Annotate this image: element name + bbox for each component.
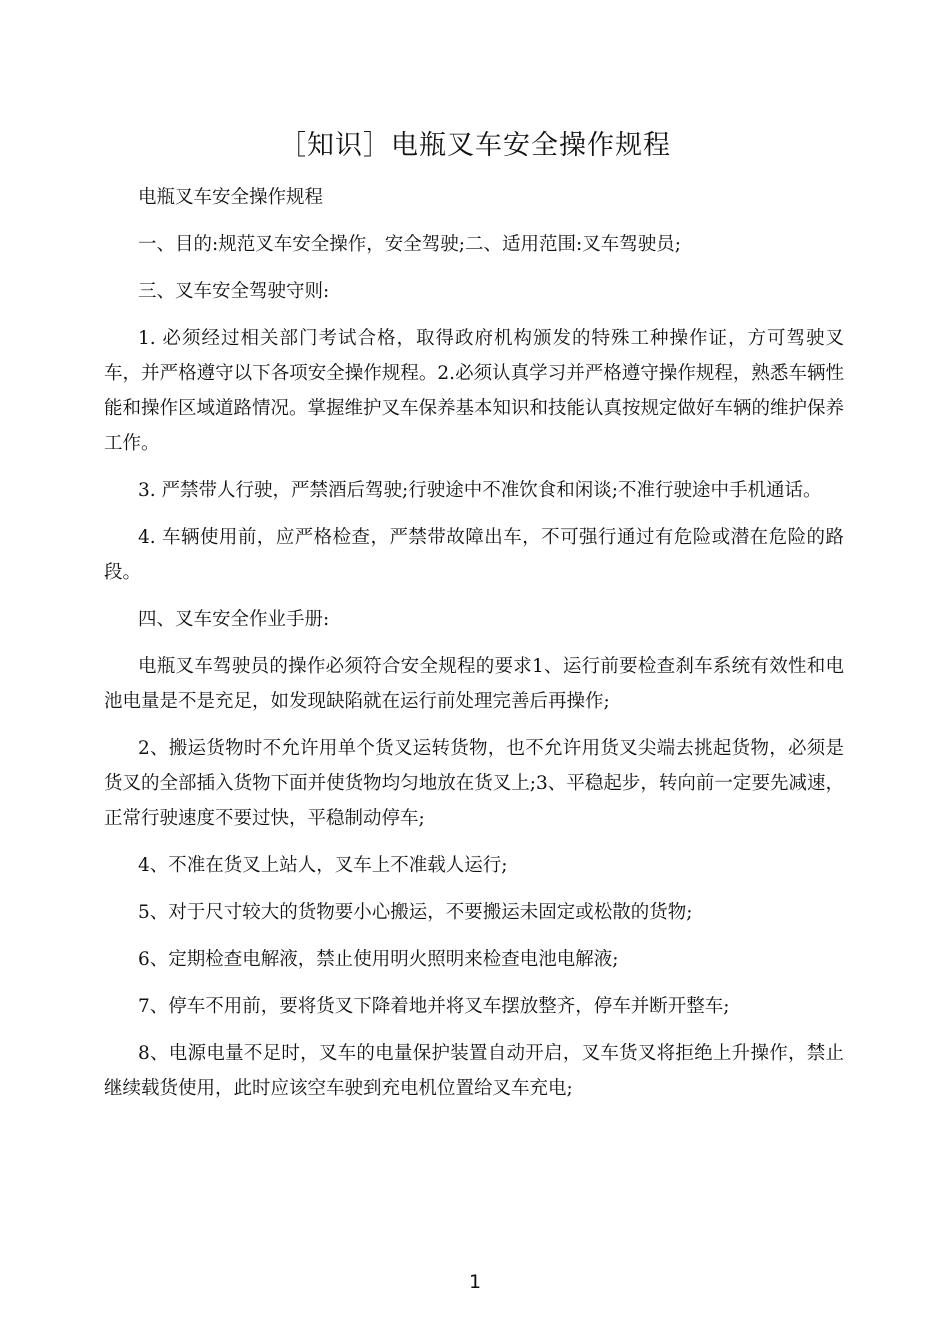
document-body — [104, 180, 844, 1118]
paragraph-rule-1-2: 1. 必须经过相关部门考试合格，取得政府机构颁发的特殊工种操作证，方可驾驶叉车，并严格遵守以下各项安全操作规程。2.必须认真学习并严格遵守操作规程，熟悉车辆性能和操作区域道路情况。掌握维护叉车保养基本知识和技能认真按规定做好车辆的维护保养工作。 — [104, 328, 845, 454]
paragraph-section-four-heading: 四、叉车安全作业手册: — [138, 609, 330, 630]
paragraph-manual-item-7: 7、停车不用前，要将货叉下降着地并将叉车摆放整齐，停车并断开整车; — [138, 996, 730, 1017]
paragraph-manual-item-5: 5、对于尺寸较大的货物要小心搬运，不要搬运未固定或松散的货物; — [138, 902, 693, 923]
paragraph-section-three-heading: 三、叉车安全驾驶守则: — [138, 281, 330, 302]
paragraph-purpose-scope: 一、目的:规范叉车安全操作，安全驾驶;二、适用范围:叉车驾驶员; — [138, 234, 681, 255]
paragraph-manual-item-4: 4、不准在货叉上站人，叉车上不准载人运行; — [138, 855, 508, 876]
paragraph-manual-item-2-3: 2、搬运货物时不允许用单个货叉运转货物，也不允许用货叉尖端去挑起货物，必须是货叉的全部插入货物下面并使货物均匀地放在货叉上;3、平稳起步，转向前一定要先减速，正常行驶速度不要过快，平稳制动停车; — [104, 738, 844, 829]
page-number: 1 — [468, 1271, 482, 1293]
paragraph-rule-4: 4. 车辆使用前，应严格检查，严禁带故障出车，不可强行通过有危险或潜在危险的路段。 — [104, 527, 844, 583]
page-title: ［知识］电瓶叉车安全操作规程 — [279, 130, 671, 161]
paragraph-rule-3: 3. 严禁带人行驶，严禁酒后驾驶;行驶途中不准饮食和闲谈;不准行驶途中手机通话。 — [138, 480, 822, 501]
paragraph-manual-item-8: 8、电源电量不足时，叉车的电量保护装置自动开启，叉车货叉将拒绝上升操作，禁止继续载货使用，此时应该空车驶到充电机位置给叉车充电; — [104, 1043, 844, 1099]
paragraph-subtitle: 电瓶叉车安全操作规程 — [138, 187, 324, 208]
paragraph-manual-item-6: 6、定期检查电解液，禁止使用明火照明来检查电池电解液; — [138, 949, 619, 970]
paragraph-manual-item-1: 电瓶叉车驾驶员的操作必须符合安全规程的要求1、运行前要检查刹车系统有效性和电池电量是不是充足，如发现缺陷就在运行前处理完善后再操作; — [104, 656, 844, 712]
